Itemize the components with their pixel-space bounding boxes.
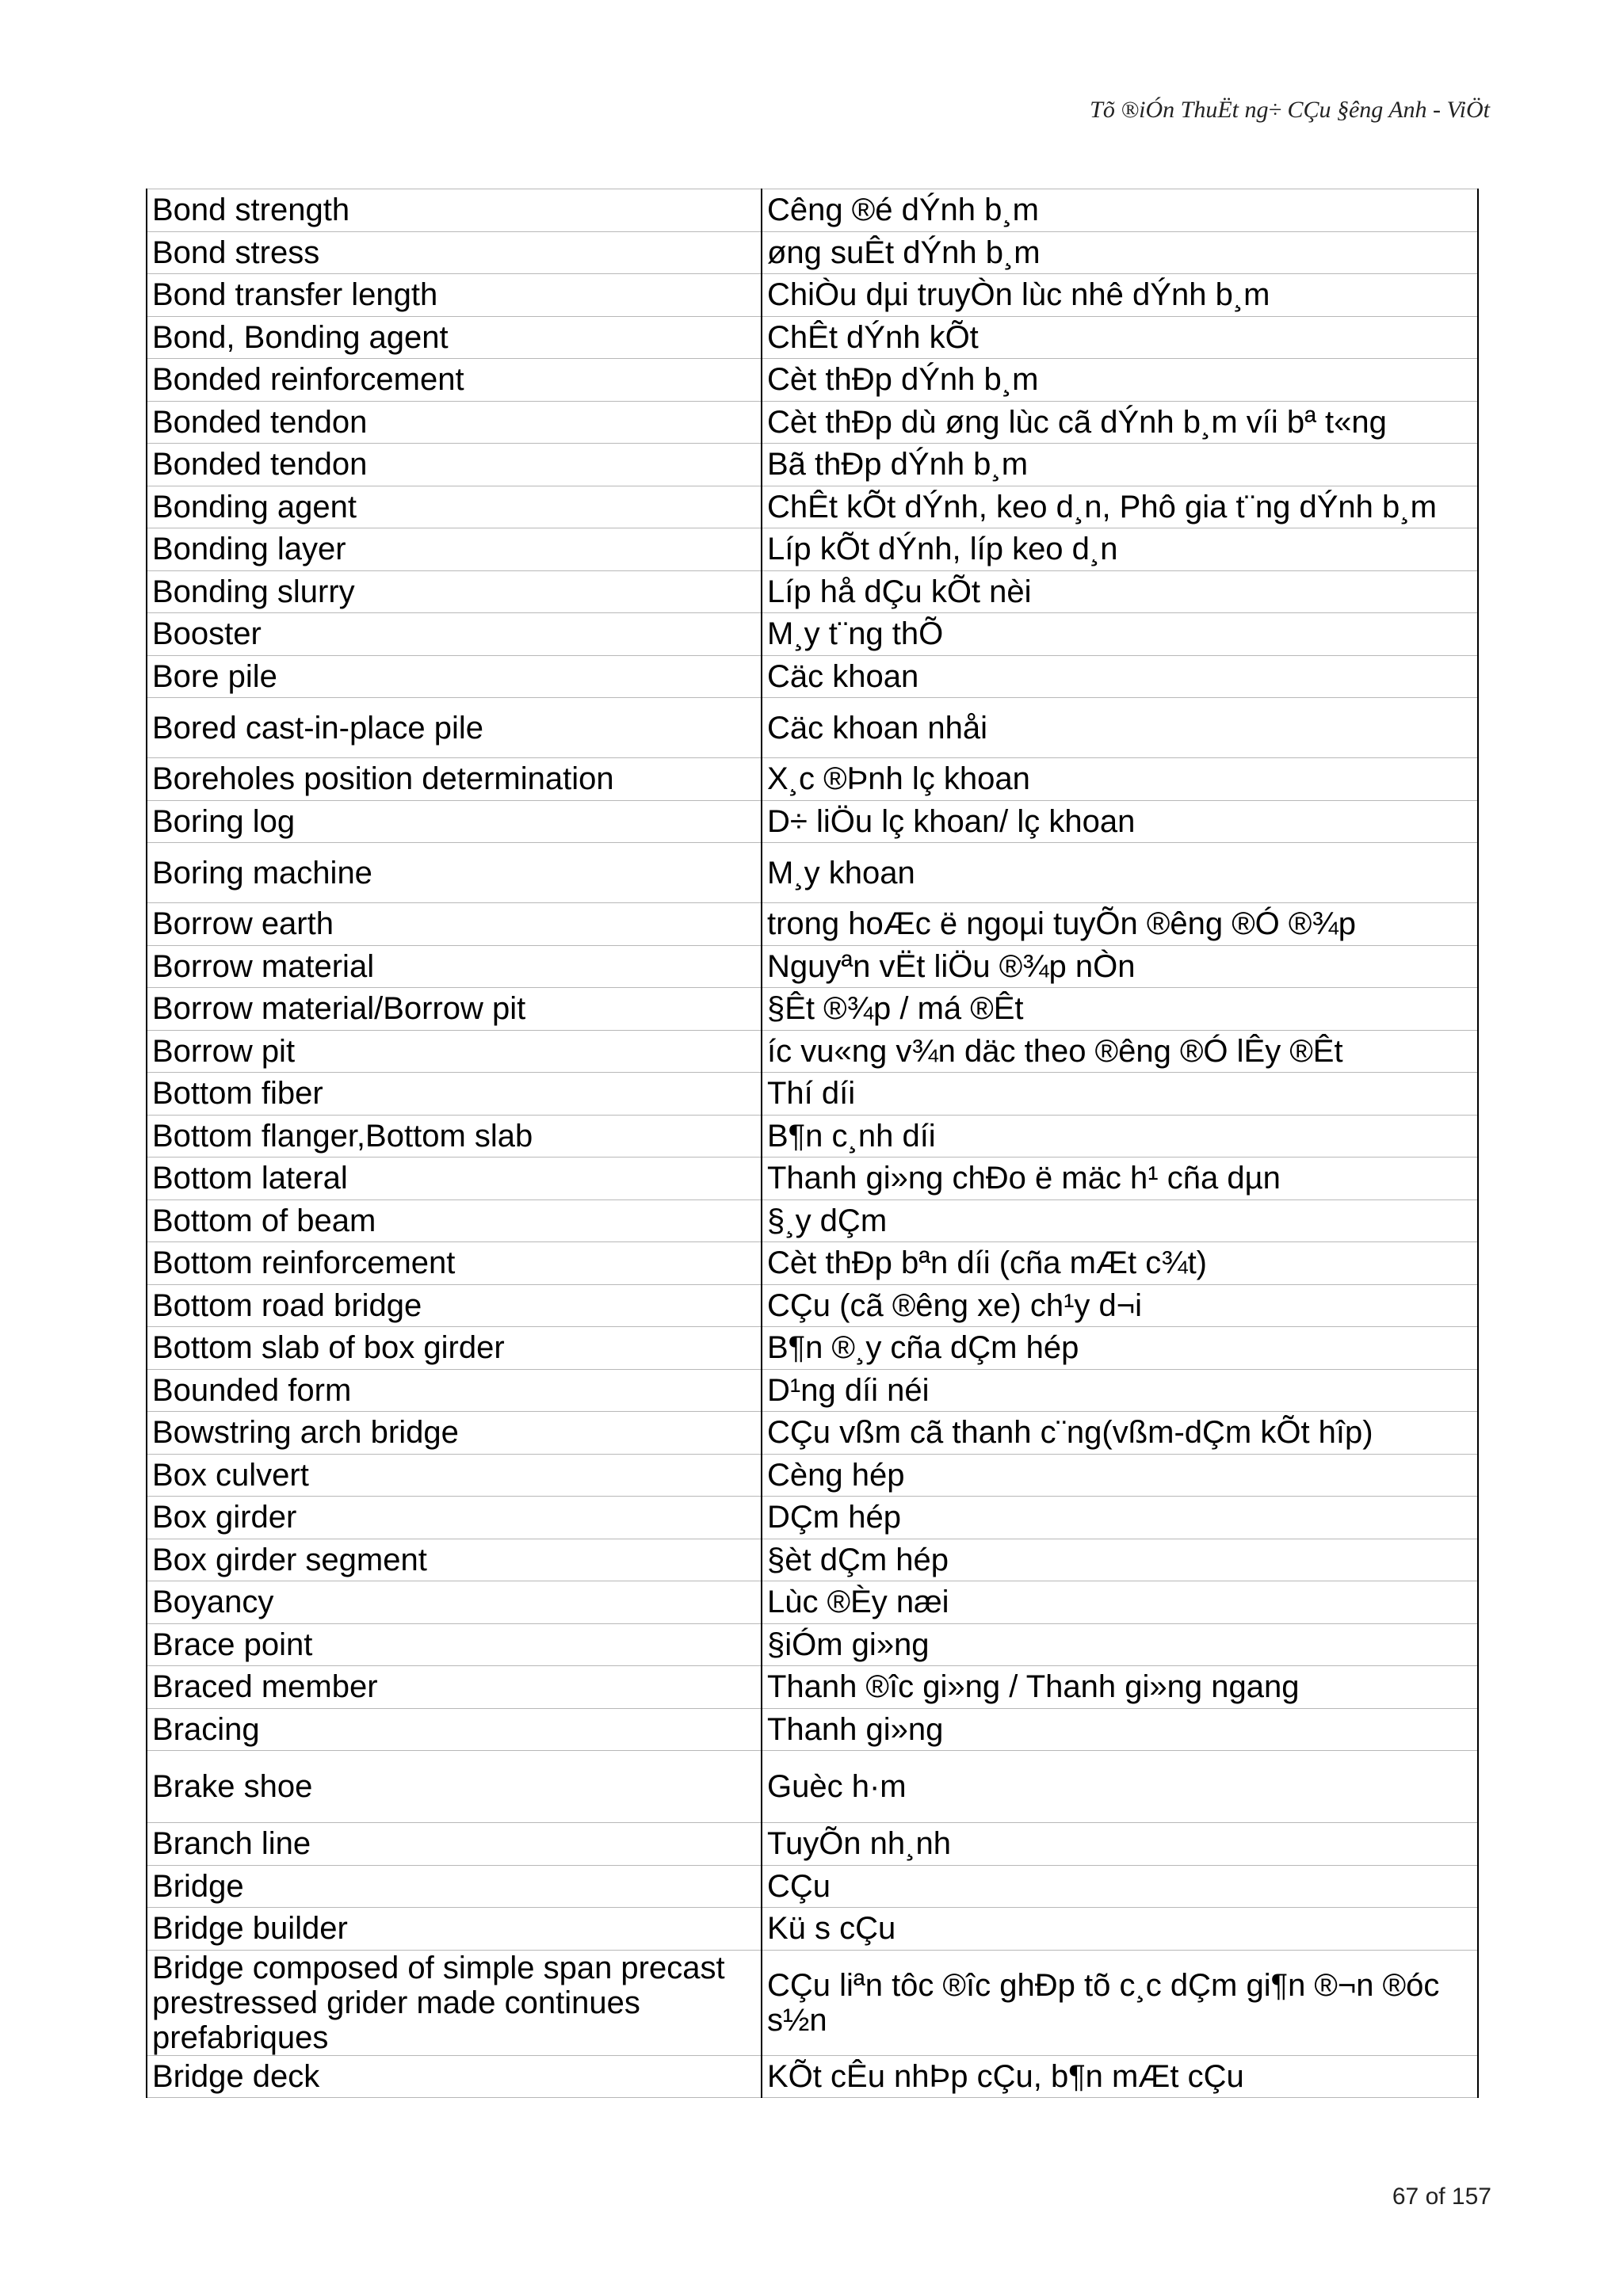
term-english: Brace point (147, 1623, 762, 1666)
term-vietnamese: øng suÊt dÝnh b¸m (762, 231, 1478, 274)
glossary-row (147, 486, 1478, 528)
term-vietnamese: Cèt thÐp dù øng lùc cã dÝnh b¸m víi bª t«ng (762, 401, 1478, 444)
glossary-row (147, 1158, 1478, 1200)
glossary-row (147, 2055, 1478, 2098)
term-vietnamese: Nguyªn vËt liÖu ®¾p nÒn (762, 945, 1478, 988)
term-vietnamese: Cèt thÐp bªn díi (cña mÆt c¾t) (762, 1242, 1478, 1285)
term-english: Bridge (147, 1865, 762, 1908)
term-vietnamese: B¶n ®¸y cña dÇm hép (762, 1327, 1478, 1370)
term-vietnamese: ChiÒu dµi truyÒn lùc nhê dÝnh b¸m (762, 274, 1478, 317)
term-english: Bored cast-in-place pile (147, 698, 762, 758)
term-english: Boreholes position determination (147, 758, 762, 801)
glossary-row (147, 1823, 1478, 1866)
glossary-row (147, 1327, 1478, 1370)
term-english: Bonded tendon (147, 401, 762, 444)
page-number: 67 of 157 (1392, 2183, 1491, 2210)
term-english: Bond strength (147, 189, 762, 232)
term-english: Bottom of beam (147, 1199, 762, 1242)
term-english: Bonded reinforcement (147, 359, 762, 402)
term-english: Bridge deck (147, 2055, 762, 2098)
term-english: Braced member (147, 1666, 762, 1709)
term-english: Borrow pit (147, 1030, 762, 1073)
document-header: Tõ ®iÓn ThuËt ng÷ CÇu §êng Anh - ViÖt (1090, 97, 1490, 123)
term-english: Bottom fiber (147, 1073, 762, 1116)
term-vietnamese: trong hoÆc ë ngoµi tuyÕn ®êng ®Ó ®¾p (762, 903, 1478, 946)
term-vietnamese: Cäc khoan nhåi (762, 698, 1478, 758)
term-vietnamese: Líp kÕt dÝnh, líp keo d¸n (762, 528, 1478, 571)
term-vietnamese: §èt dÇm hép (762, 1539, 1478, 1581)
term-english: Box culvert (147, 1454, 762, 1497)
glossary-row (147, 444, 1478, 486)
term-vietnamese: M¸y khoan (762, 843, 1478, 903)
term-vietnamese: CÇu vßm cã thanh c¨ng(vßm-dÇm kÕt hîp) (762, 1412, 1478, 1455)
glossary-row (147, 359, 1478, 402)
term-english: Bonded tendon (147, 444, 762, 486)
term-vietnamese: Cèng hép (762, 1454, 1478, 1497)
glossary-row (147, 613, 1478, 656)
glossary-row (147, 316, 1478, 359)
term-english: Bond transfer length (147, 274, 762, 317)
glossary-row (147, 1199, 1478, 1242)
glossary-body (147, 189, 1478, 2098)
glossary-row (147, 1284, 1478, 1327)
glossary-row (147, 1950, 1478, 2055)
glossary-row (147, 1539, 1478, 1581)
glossary-row (147, 1865, 1478, 1908)
term-vietnamese: ChÊt dÝnh kÕt (762, 316, 1478, 359)
term-vietnamese: M¸y t¨ng thÕ (762, 613, 1478, 656)
glossary-row (147, 1666, 1478, 1709)
glossary-row (147, 1073, 1478, 1116)
term-vietnamese: ChÊt kÕt dÝnh, keo d¸n, Phô gia t¨ng dÝnh b¸m (762, 486, 1478, 528)
glossary-row (147, 1454, 1478, 1497)
term-english: Bounded form (147, 1369, 762, 1412)
term-vietnamese: B¶n c¸nh díi (762, 1115, 1478, 1158)
term-vietnamese: Bã thÐp dÝnh b¸m (762, 444, 1478, 486)
term-english: Bottom reinforcement (147, 1242, 762, 1285)
term-vietnamese: D÷ liÖu lç khoan/ lç khoan (762, 800, 1478, 843)
term-english: Bond stress (147, 231, 762, 274)
glossary-row (147, 1369, 1478, 1412)
term-english: Branch line (147, 1823, 762, 1866)
term-english: Bottom road bridge (147, 1284, 762, 1327)
glossary-row (147, 528, 1478, 571)
term-english: Borrow material (147, 945, 762, 988)
term-english: Boring machine (147, 843, 762, 903)
term-english: Box girder (147, 1497, 762, 1539)
term-english: Bridge builder (147, 1908, 762, 1951)
term-english: Borrow material/Borrow pit (147, 988, 762, 1031)
term-english: Bottom flanger,Bottom slab (147, 1115, 762, 1158)
glossary-row (147, 1412, 1478, 1455)
term-vietnamese: X¸c ®Þnh lç khoan (762, 758, 1478, 801)
term-vietnamese: CÇu liªn tôc ®îc ghÐp tõ c¸c dÇm gi¶n ®¬n ®óc s½n (762, 1950, 1478, 2055)
term-vietnamese: D¹ng díi néi (762, 1369, 1478, 1412)
term-vietnamese: Cèt thÐp dÝnh b¸m (762, 359, 1478, 402)
glossary-row (147, 1497, 1478, 1539)
term-english: Bottom lateral (147, 1158, 762, 1200)
term-english: Bracing (147, 1708, 762, 1751)
glossary-row (147, 698, 1478, 758)
glossary-row (147, 903, 1478, 946)
term-english: Bonding layer (147, 528, 762, 571)
glossary-row (147, 1623, 1478, 1666)
term-vietnamese: Cêng ®é dÝnh b¸m (762, 189, 1478, 232)
term-english: Boyancy (147, 1581, 762, 1624)
term-english: Bonding agent (147, 486, 762, 528)
glossary-row (147, 758, 1478, 801)
term-english: Borrow earth (147, 903, 762, 946)
term-english: Bore pile (147, 655, 762, 698)
term-vietnamese: Thí díi (762, 1073, 1478, 1116)
glossary-row (147, 1242, 1478, 1285)
term-vietnamese: CÇu (cã ®êng xe) ch¹y d¬i (762, 1284, 1478, 1327)
term-english: Bottom slab of box girder (147, 1327, 762, 1370)
glossary-row (147, 945, 1478, 988)
term-english: Boring log (147, 800, 762, 843)
glossary-row (147, 231, 1478, 274)
glossary-row (147, 189, 1478, 232)
glossary-row (147, 800, 1478, 843)
term-english: Bowstring arch bridge (147, 1412, 762, 1455)
glossary-row (147, 1030, 1478, 1073)
term-vietnamese: CÇu (762, 1865, 1478, 1908)
term-vietnamese: Thanh gi»ng (762, 1708, 1478, 1751)
term-vietnamese: DÇm hép (762, 1497, 1478, 1539)
glossary-row (147, 1115, 1478, 1158)
glossary-row (147, 1751, 1478, 1823)
term-english: Bonding slurry (147, 570, 762, 613)
term-vietnamese: KÕt cÊu nhÞp cÇu, b¶n mÆt cÇu (762, 2055, 1478, 2098)
term-vietnamese: Thanh gi»ng chÐo ë mäc h¹ cña dµn (762, 1158, 1478, 1200)
term-english: Box girder segment (147, 1539, 762, 1581)
term-vietnamese: §Êt ®¾p / má ®Êt (762, 988, 1478, 1031)
term-vietnamese: §¸y dÇm (762, 1199, 1478, 1242)
term-english: Bridge composed of simple span precast prestressed grider made continues prefabriques (147, 1950, 762, 2055)
glossary-row (147, 1581, 1478, 1624)
glossary-row (147, 274, 1478, 317)
term-vietnamese: íc vu«ng v¾n däc theo ®êng ®Ó lÊy ®Êt (762, 1030, 1478, 1073)
glossary-row (147, 988, 1478, 1031)
term-english: Booster (147, 613, 762, 656)
term-vietnamese: §iÓm gi»ng (762, 1623, 1478, 1666)
term-vietnamese: Kü s cÇu (762, 1908, 1478, 1951)
glossary-row (147, 570, 1478, 613)
term-vietnamese: TuyÕn nh¸nh (762, 1823, 1478, 1866)
term-english: Brake shoe (147, 1751, 762, 1823)
term-vietnamese: Thanh ®îc gi»ng / Thanh gi»ng ngang (762, 1666, 1478, 1709)
term-vietnamese: Lùc ®Èy næi (762, 1581, 1478, 1624)
glossary-row (147, 843, 1478, 903)
term-vietnamese: Guèc h·m (762, 1751, 1478, 1823)
term-english: Bond, Bonding agent (147, 316, 762, 359)
term-vietnamese: Líp hå dÇu kÕt nèi (762, 570, 1478, 613)
term-vietnamese: Cäc khoan (762, 655, 1478, 698)
glossary-table (146, 189, 1479, 2098)
glossary-row (147, 401, 1478, 444)
glossary-row (147, 1708, 1478, 1751)
glossary-row (147, 1908, 1478, 1951)
glossary-row (147, 655, 1478, 698)
